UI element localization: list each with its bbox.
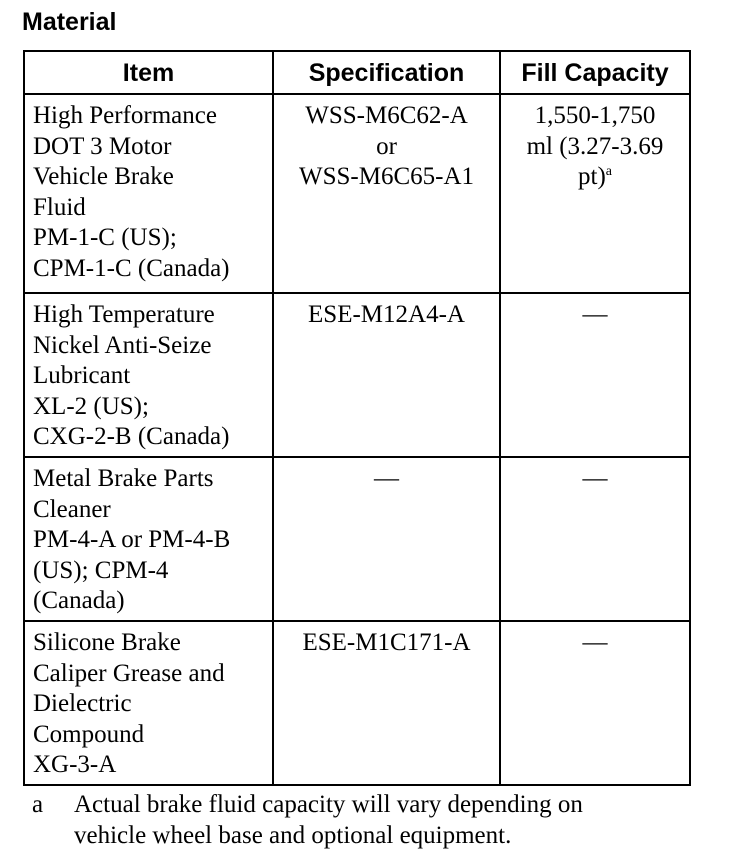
fill-line: — <box>582 301 608 328</box>
item-line: Fluid <box>33 193 86 221</box>
fill-line-with-note <box>501 162 689 193</box>
item-line: (US); CPM-4 <box>33 556 169 584</box>
item-line: Metal Brake Parts <box>33 465 214 492</box>
fill-line: pt) <box>578 163 606 191</box>
table-row <box>24 621 690 785</box>
item-cell <box>24 293 273 457</box>
fill-capacity-cell <box>500 293 690 457</box>
item-line: CXG-2-B (Canada) <box>33 423 230 451</box>
spec-line: WSS-M6C65-A1 <box>298 163 474 191</box>
item-line: PM-4-A or PM-4-B <box>33 526 231 554</box>
item-line: Cleaner <box>33 495 111 523</box>
fill-capacity-cell <box>500 94 690 293</box>
fill-line: — <box>582 629 608 656</box>
spec-line: ESE-M1C171-A <box>302 629 471 656</box>
material-table <box>23 50 691 786</box>
fill-line: 1,550-1,750 <box>534 102 656 129</box>
item-cell <box>24 621 273 785</box>
table-header-row <box>24 51 690 94</box>
item-line: (Canada) <box>33 587 125 615</box>
specification-cell <box>273 457 500 621</box>
table-row <box>24 94 690 293</box>
footnote-text <box>74 790 714 851</box>
fill-line: — <box>582 465 608 492</box>
fill-line: ml (3.27-3.69 <box>526 132 664 160</box>
footnote-line: Actual brake fluid capacity will vary depending on <box>74 791 583 818</box>
footnote-reference: a <box>605 164 612 180</box>
item-line: Compound <box>33 720 145 748</box>
item-line: Nickel Anti-Seize <box>33 331 212 359</box>
item-line: Silicone Brake <box>33 629 181 656</box>
column-header-specification: Specification <box>273 51 500 94</box>
table-row <box>24 293 690 457</box>
column-header-item: Item <box>24 51 273 94</box>
specification-cell <box>273 94 500 293</box>
spec-line: WSS-M6C62-A <box>305 102 468 129</box>
specification-cell <box>273 293 500 457</box>
item-cell <box>24 457 273 621</box>
item-cell <box>24 94 273 293</box>
item-line: High Temperature <box>33 301 215 328</box>
section-heading: Material <box>22 8 117 36</box>
item-line: XL-2 (US); <box>33 392 149 420</box>
fill-capacity-cell <box>500 457 690 621</box>
column-header-fill-capacity: Fill Capacity <box>500 51 690 94</box>
footnote-marker: a <box>32 791 44 818</box>
footnote-line: vehicle wheel base and optional equipment. <box>74 821 512 849</box>
item-line: XG-3-A <box>33 751 117 779</box>
item-line: Vehicle Brake <box>33 163 174 191</box>
item-line: DOT 3 Motor <box>33 132 172 160</box>
item-line: Dielectric <box>33 690 132 718</box>
spec-line: ESE-M12A4-A <box>308 301 465 328</box>
table-row <box>24 457 690 621</box>
item-line: Caliper Grease and <box>33 659 225 687</box>
item-line: CPM-1-C (Canada) <box>33 254 230 282</box>
item-line: High Performance <box>33 102 217 129</box>
spec-line: — <box>374 465 399 492</box>
spec-line: or <box>376 132 397 160</box>
item-line: PM-1-C (US); <box>33 224 177 252</box>
item-line: Lubricant <box>33 362 131 390</box>
fill-capacity-cell <box>500 621 690 785</box>
specification-cell <box>273 621 500 785</box>
